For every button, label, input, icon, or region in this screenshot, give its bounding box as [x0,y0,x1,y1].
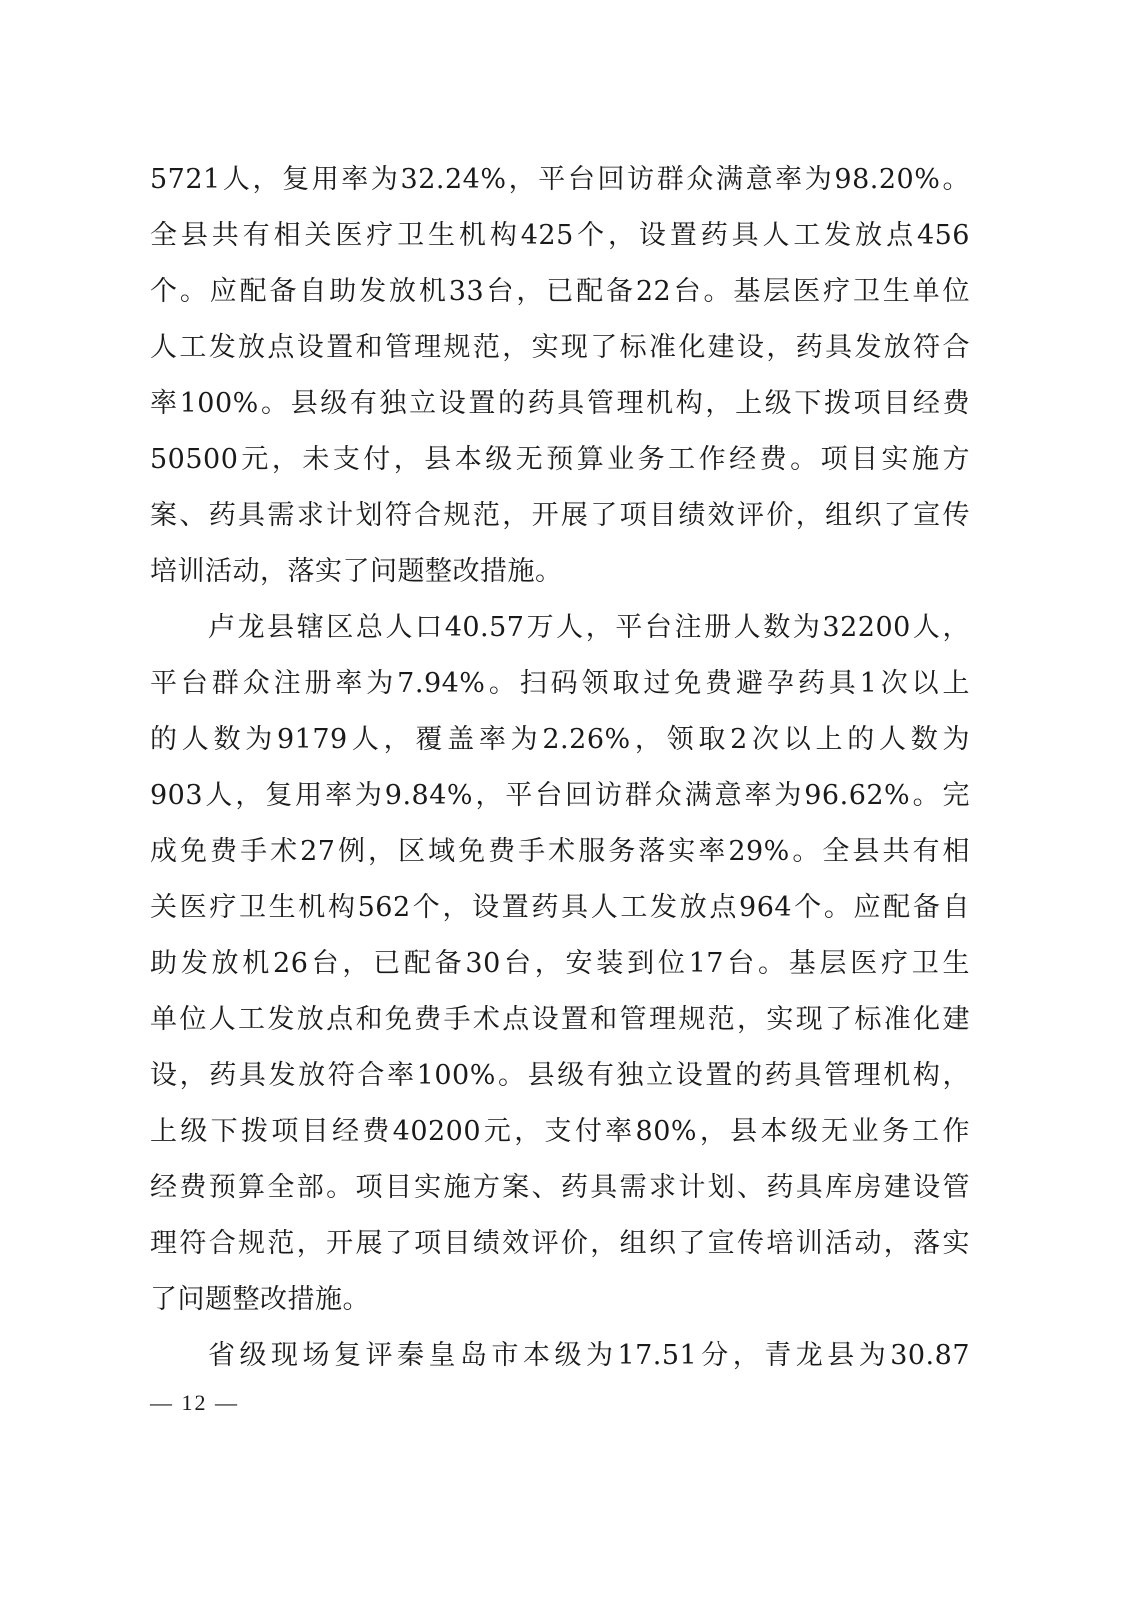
text-line: 平台群众注册率为7.94%。扫码领取过免费避孕药具1次以上 [150,668,970,699]
text-line: 了问题整改措施。 [150,1284,370,1315]
text-line: 设，药具发放符合率100%。县级有独立设置的药具管理机构， [150,1060,970,1091]
text-line: 案、药具需求计划符合规范，开展了项目绩效评价，组织了宣传 [150,500,970,531]
text-line: 省级现场复评秦皇岛市本级为17.51分，青龙县为30.87 [208,1340,970,1371]
text-line: 培训活动，落实了问题整改措施。 [150,556,563,587]
text-line: 经费预算全部。项目实施方案、药具需求计划、药具库房建设管 [150,1172,970,1203]
text-line: 关医疗卫生机构562个，设置药具人工发放点964个。应配备自 [150,892,970,923]
text-line: 理符合规范，开展了项目绩效评价，组织了宣传培训活动，落实 [150,1228,970,1259]
text-line: 人工发放点设置和管理规范，实现了标准化建设，药具发放符合 [150,332,970,363]
text-line: 个。应配备自助发放机33台，已配备22台。基层医疗卫生单位 [150,276,970,307]
text-line: 成免费手术27例，区域免费手术服务落实率29%。全县共有相 [150,836,970,867]
text-line: 单位人工发放点和免费手术点设置和管理规范，实现了标准化建 [150,1004,970,1035]
text-line: 助发放机26台，已配备30台，安装到位17台。基层医疗卫生 [150,948,970,979]
page-number: — 12 — [150,1390,239,1415]
text-line: 全县共有相关医疗卫生机构425个，设置药具人工发放点456 [150,220,970,251]
text-line: 50500元，未支付，县本级无预算业务工作经费。项目实施方 [150,444,970,475]
text-line: 903人，复用率为9.84%，平台回访群众满意率为96.62%。完 [150,780,970,811]
text-line: 卢龙县辖区总人口40.57万人，平台注册人数为32200人， [208,612,970,643]
text-line: 上级下拨项目经费40200元，支付率80%，县本级无业务工作 [150,1116,970,1147]
body-text [150,152,970,1384]
text-line: 的人数为9179人，覆盖率为2.26%，领取2次以上的人数为 [150,724,970,755]
text-line: 率100%。县级有独立设置的药具管理机构，上级下拨项目经费 [150,388,970,419]
text-line: 5721人，复用率为32.24%，平台回访群众满意率为98.20%。 [150,164,970,195]
